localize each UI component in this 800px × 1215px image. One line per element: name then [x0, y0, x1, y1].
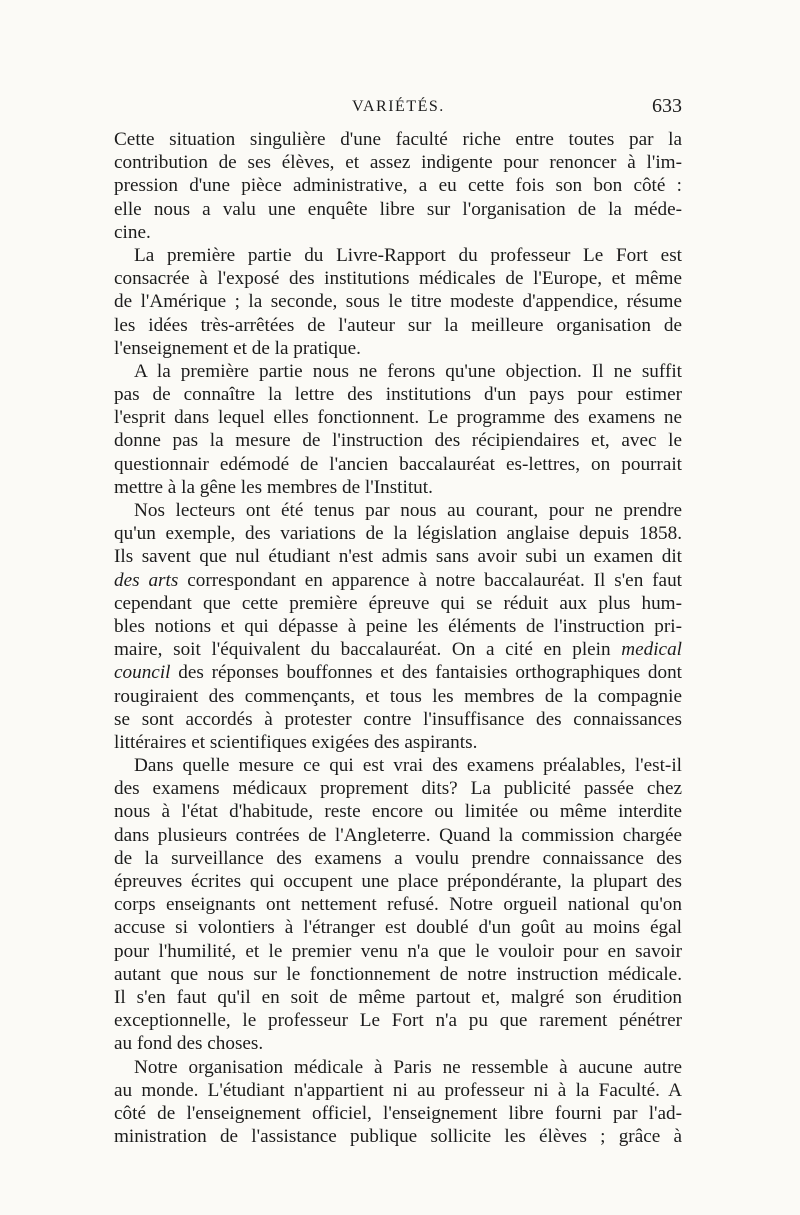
text-line: épreuves écrites qui occupent une place prépondérante, la plupart des: [114, 871, 682, 892]
text-line: Il s'en faut qu'il en soit de même partout et, malgré son érudition: [114, 986, 682, 1008]
text-line: de la surveillance des examens a voulu prendre connaissance des: [114, 847, 682, 869]
text-line: les idées très-arrêtées de l'auteur sur la meilleure organisation de: [114, 314, 682, 336]
text-line: corps enseignants ont nettement refusé. Notre orgueil national qu'on: [114, 894, 682, 916]
text-line: Nos lecteurs ont été tenus par nous au courant, pour ne prendre: [134, 500, 682, 521]
text-line: ministration de l'assistance publique sollicite les élèves ; grâce à: [114, 1126, 682, 1148]
text-line: A la première partie nous ne ferons qu'une objection. Il ne suffit: [134, 360, 682, 382]
page-number: 633: [652, 95, 682, 117]
text-line: cependant que cette première épreuve qui se réduit aux plus hum-: [114, 592, 682, 614]
text-line: pour l'humilité, et le premier venu n'a que le vouloir pour en savoir: [114, 940, 682, 962]
text-line: La première partie du Livre-Rapport du professeur Le Fort est: [134, 244, 682, 266]
text-line: nous à l'état d'habitude, reste encore ou limitée ou même interdite: [114, 801, 682, 823]
text-line: rougiraient des commençants, et tous les membres de la compagnie: [114, 685, 682, 707]
text-line: pression d'une pièce administrative, a eu cette fois son bon côté :: [114, 175, 682, 197]
text-line: accuse si volontiers à l'étranger est doublé d'un goût au moins égal: [114, 917, 682, 939]
text-line: exceptionnelle, le professeur Le Fort n'a pu que rarement pénétrer: [114, 1010, 682, 1032]
text-line: questionnair edémodé de l'ancien baccalauréat es-lettres, on pourrait: [114, 453, 682, 475]
text-line: consacrée à l'exposé des institutions médicales de l'Europe, et même: [114, 268, 682, 290]
text-line: elle nous a valu une enquête libre sur l'organisation de la méde-: [114, 198, 682, 220]
running-head: [114, 95, 682, 124]
text-line: des examens médicaux proprement dits? La publicité passée chez: [114, 778, 682, 800]
text-line: au fond des choses.: [114, 1033, 264, 1055]
text-line: donne pas la mesure de l'instruction des récipiendaires et, avec le: [114, 430, 682, 452]
text-line: qu'un exemple, des variations de la législation anglaise depuis 1858.: [114, 523, 682, 545]
text-line: autant que nous sur le fonctionnement de notre instruction médicale.: [114, 963, 682, 985]
text-line: l'enseignement et de la pratique.: [114, 337, 361, 359]
text-line: de l'Amérique ; la seconde, sous le titre modeste d'appendice, résume: [114, 291, 682, 313]
text-line: Cette situation singulière d'une faculté riche entre toutes par la: [114, 129, 682, 150]
text-line: Notre organisation médicale à Paris ne ressemble à aucune autre: [134, 1056, 682, 1078]
text-line: l'esprit dans lequel elles fonctionnent. Le programme des examens ne: [114, 407, 682, 429]
text-line: contribution de ses élèves, et assez indigente pour renoncer à l'im-: [114, 152, 682, 174]
text-line: côté de l'enseignement officiel, l'enseignement libre fourni par l'ad-: [114, 1102, 682, 1124]
text-line: des arts correspondant en apparence à notre baccalauréat. Il s'en faut: [114, 569, 683, 591]
text-line: maire, soit l'équivalent du baccalauréat. On a cité en plein medical: [114, 639, 682, 661]
text-line: dans plusieurs contrées de l'Angleterre. Quand la commission chargée: [114, 824, 682, 846]
text-line: Dans quelle mesure ce qui est vrai des examens préalables, l'est-il: [134, 755, 682, 777]
text-line: mettre à la gêne les membres de l'Institut.: [114, 476, 433, 498]
running-title: VARIÉTÉS.: [352, 98, 445, 115]
text-line: au monde. L'étudiant n'appartient ni au professeur ni à la Faculté. A: [114, 1079, 682, 1101]
text-line: council des réponses bouffonnes et des fantaisies orthographiques dont: [114, 662, 682, 684]
text-line: cine.: [114, 221, 151, 243]
text-line: se sont accordés à protester contre l'insuffisance des connaissances: [114, 708, 682, 730]
text-line: littéraires et scientifiques exigées des aspirants.: [114, 731, 478, 753]
body-text: [114, 128, 682, 1148]
text-line: bles notions et qui dépasse à peine les éléments de l'instruction pri-: [114, 615, 682, 637]
text-line: Ils savent que nul étudiant n'est admis sans avoir subi un examen dit: [114, 546, 682, 568]
text-line: pas de connaître la lettre des institutions d'un pays pour estimer: [114, 384, 682, 406]
